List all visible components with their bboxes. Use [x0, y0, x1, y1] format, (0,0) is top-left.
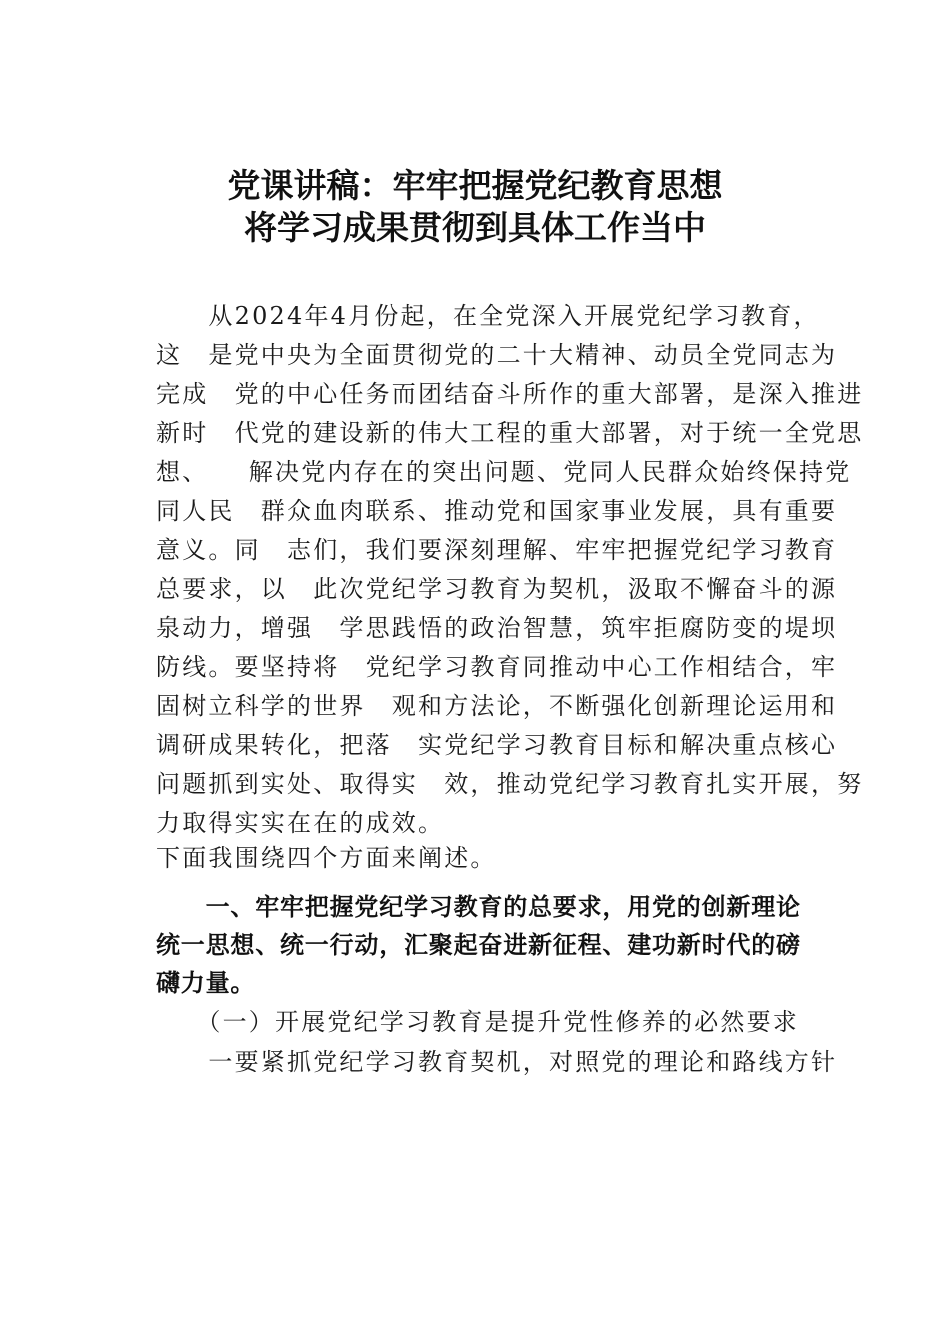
body-line: 同人民 群众血肉联系、推动党和国家事业发展，具有重要	[156, 497, 838, 525]
body-line: 调研成果转化，把落 实党纪学习教育目标和解决重点核心	[156, 731, 838, 759]
body-line: 从2024年4月份起，在全党深入开展党纪学习教育，	[156, 302, 820, 330]
document-title-line-1: 党课讲稿：牢牢把握党纪教育思想	[227, 166, 723, 205]
section-heading-line: 礴力量。	[156, 969, 256, 997]
body-line: 固树立科学的世界 观和方法论，不断强化创新理论运用和	[156, 692, 838, 720]
subsection-title: （一）开展党纪学习教育是提升党性修养的必然要求	[156, 1008, 799, 1036]
body-line: 新时 代党的建设新的伟大工程的重大部署，对于统一全党思	[156, 419, 864, 447]
body-line: 问题抓到实处、取得实 效，推动党纪学习教育扎实开展，努	[156, 770, 864, 798]
body-line: 意义。同 志们，我们要深刻理解、牢牢把握党纪学习教育	[156, 536, 838, 564]
subsection-body-line: 一要紧抓党纪学习教育契机，对照党的理论和路线方针	[156, 1048, 838, 1076]
body-line: 防线。要坚持将 党纪学习教育同推动中心工作相结合，牢	[156, 653, 838, 681]
body-line: 想、 解决党内存在的突出问题、党同人民群众始终保持党	[156, 458, 852, 486]
section-heading-line: 统一思想、统一行动，汇聚起奋进新征程、建功新时代的磅	[156, 931, 801, 959]
body-line: 完成 党的中心任务而团结奋斗所作的重大部署，是深入推进	[156, 380, 864, 408]
document-title-line-2: 将学习成果贯彻到具体工作当中	[244, 208, 706, 247]
body-line: 泉动力，增强 学思践悟的政治智慧，筑牢拒腐防变的堤坝	[156, 614, 838, 642]
section-heading-line: 一、牢牢把握党纪学习教育的总要求，用党的创新理论	[156, 893, 801, 921]
body-line: 下面我围绕四个方面来阐述。	[156, 844, 497, 872]
body-line: 总要求，以 此次党纪学习教育为契机，汲取不懈奋斗的源	[156, 575, 838, 603]
body-line: 这 是党中央为全面贯彻党的二十大精神、动员全党同志为	[156, 341, 838, 369]
body-line: 力取得实实在在的成效。	[156, 809, 445, 837]
